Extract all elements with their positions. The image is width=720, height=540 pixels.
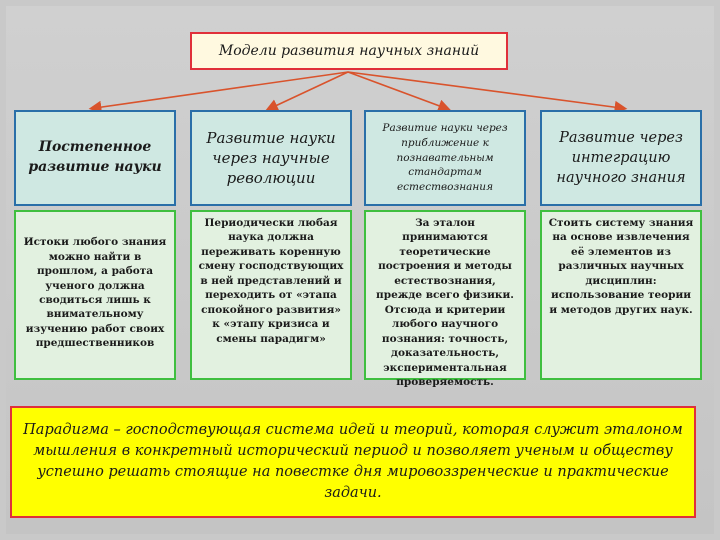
column-2-heading (190, 110, 352, 206)
column-2-description-text: Периодически любая наука должна переживать коренную смену господствующих в ней представлений и переходить от «этапа спокойного развития» к «этапу кризиса и смены парадигм» (198, 217, 344, 345)
column-1-heading (14, 110, 176, 206)
diagram-title (190, 32, 508, 70)
diagram-title-text: Модели развития научных знаний (218, 43, 480, 59)
column-4-description (540, 210, 702, 380)
paradigm-definition-text: Парадигма – господствующая система идей и теорий, которая служит эталоном мышления в конкретный исторический период и позволяет ученым и обществу успешно решать стоящие на повестке дня мировоззренческие и практические задачи. (23, 421, 683, 502)
column-3-description-text: За эталон принимаются теоретические построения и методы естествознания, прежде всего физики. Отсюда и критерии любого научного познания: точность, доказательность, экспериментальная проверяемость. (376, 217, 514, 389)
column-3-description (364, 210, 526, 389)
column-2-heading-text: Развитие науки через научные революции (206, 128, 336, 188)
column-3-heading (364, 110, 526, 206)
column-4-heading-text: Развитие через интеграцию научного знания (556, 129, 686, 187)
column-3-heading-text: Развитие науки через приближение к познавательным стандартам естествознания (382, 122, 508, 194)
paradigm-definition (10, 406, 696, 518)
arrow-to-col3 (348, 72, 445, 108)
arrow-to-col4 (348, 72, 621, 108)
column-4-heading (540, 110, 702, 206)
column-4-description-text: Стоить систему знания на основе извлечения её элементов из различных научных дисциплин: использование теории и методов других наук. (548, 217, 694, 316)
column-1-description (14, 210, 176, 380)
column-1-description-text: Истоки любого знания можно найти в прошлом, а работа ученого должна сводиться лишь к внимательному изучению работ своих предшественников (23, 236, 167, 350)
column-2-description (190, 210, 352, 380)
column-1-heading-text: Постепенное развитие науки (28, 139, 162, 175)
